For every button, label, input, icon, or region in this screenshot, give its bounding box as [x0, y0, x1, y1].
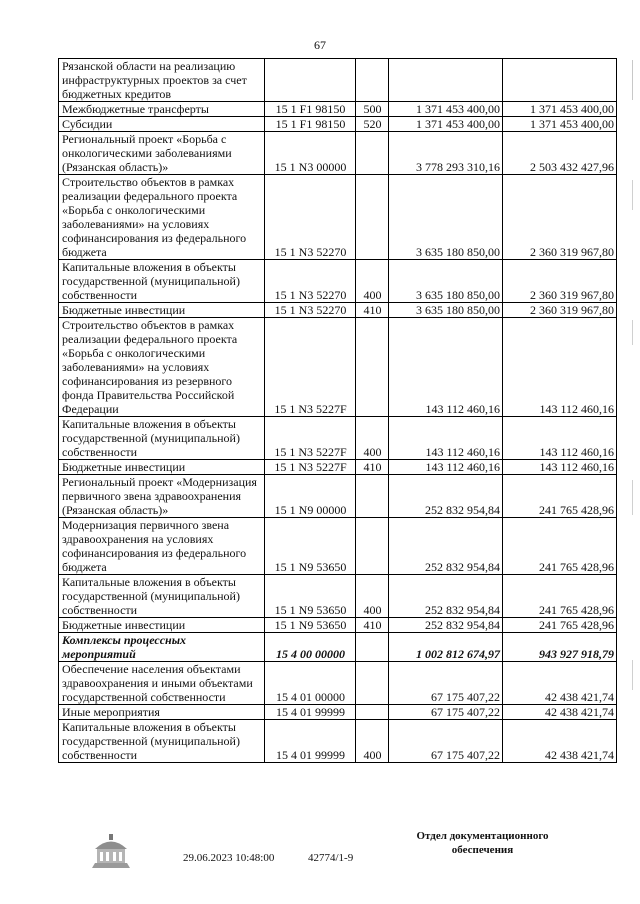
row-expense-kind: 400	[356, 260, 389, 303]
row-name: Региональный проект «Борьба с онкологическими заболеваниями (Рязанская область)»	[59, 132, 265, 175]
row-name: Бюджетные инвестиции	[59, 303, 265, 318]
row-name: Строительство объектов в рамках реализации федерального проекта «Борьба с онкологическими заболеваниями» на условиях софинансирования из резервного фонда Правительства Российской Федерации	[59, 318, 265, 417]
row-amount-2023: 252 832 954,84	[389, 518, 503, 575]
table-row	[59, 132, 617, 175]
row-name: Обеспечение населения объектами здравоохранения и иными объектами государственной собственности	[59, 662, 265, 705]
row-code: 15 4 01 99999	[265, 720, 356, 763]
table-row	[59, 633, 617, 662]
row-amount-2023: 3 635 180 850,00	[389, 303, 503, 318]
row-amount-2024: 42 438 421,74	[503, 720, 617, 763]
row-code: 15 1 N3 5227F	[265, 460, 356, 475]
row-name: Региональный проект «Модернизация первичного звена здравоохранения (Рязанская область)»	[59, 475, 265, 518]
row-name: Комплексы процессных мероприятий	[59, 633, 265, 662]
row-amount-2023: 252 832 954,84	[389, 618, 503, 633]
stamp-line-1: Отдел документационного	[416, 830, 549, 842]
table-row	[59, 303, 617, 318]
table-row	[59, 662, 617, 705]
footer-date: 29.06.2023 10:48:00	[183, 852, 275, 864]
row-expense-kind: 500	[356, 102, 389, 117]
row-code: 15 1 N3 5227F	[265, 417, 356, 460]
row-expense-kind: 520	[356, 117, 389, 132]
row-amount-2023: 1 002 812 674,97	[389, 633, 503, 662]
row-code: 15 1 N3 52270	[265, 303, 356, 318]
row-code: 15 1 N9 53650	[265, 618, 356, 633]
row-expense-kind	[356, 59, 389, 102]
row-expense-kind: 410	[356, 303, 389, 318]
row-amount-2023: 3 635 180 850,00	[389, 175, 503, 260]
row-name: Модернизация первичного звена здравоохранения на условиях софинансирования из федерального бюджета	[59, 518, 265, 575]
table-row	[59, 460, 617, 475]
table-row	[59, 618, 617, 633]
row-expense-kind	[356, 175, 389, 260]
table-row	[59, 117, 617, 132]
table-row	[59, 720, 617, 763]
row-expense-kind	[356, 518, 389, 575]
row-amount-2024: 42 438 421,74	[503, 705, 617, 720]
row-name: Межбюджетные трансферты	[59, 102, 265, 117]
row-amount-2024: 143 112 460,16	[503, 417, 617, 460]
row-amount-2023: 3 635 180 850,00	[389, 260, 503, 303]
table-row	[59, 575, 617, 618]
row-code: 15 4 00 00000	[265, 633, 356, 662]
row-amount-2023: 67 175 407,22	[389, 662, 503, 705]
row-amount-2024: 42 438 421,74	[503, 662, 617, 705]
table-row	[59, 260, 617, 303]
row-code: 15 1 N9 53650	[265, 518, 356, 575]
row-code: 15 1 N9 53650	[265, 575, 356, 618]
row-amount-2023: 67 175 407,22	[389, 720, 503, 763]
row-amount-2024: 241 765 428,96	[503, 518, 617, 575]
row-expense-kind	[356, 132, 389, 175]
row-amount-2023: 143 112 460,16	[389, 460, 503, 475]
row-amount-2024: 1 371 453 400,00	[503, 102, 617, 117]
row-amount-2024: 2 360 319 967,80	[503, 303, 617, 318]
row-expense-kind	[356, 633, 389, 662]
row-amount-2023: 143 112 460,16	[389, 318, 503, 417]
row-amount-2023: 1 371 453 400,00	[389, 102, 503, 117]
table-row	[59, 102, 617, 117]
row-code: 15 1 N3 5227F	[265, 318, 356, 417]
row-expense-kind	[356, 318, 389, 417]
row-code: 15 1 F1 98150	[265, 102, 356, 117]
row-amount-2024: 943 927 918,79	[503, 633, 617, 662]
row-amount-2023: 1 371 453 400,00	[389, 117, 503, 132]
row-code: 15 1 N3 00000	[265, 132, 356, 175]
row-code: 15 1 N9 00000	[265, 475, 356, 518]
row-expense-kind	[356, 475, 389, 518]
row-amount-2024: 241 765 428,96	[503, 618, 617, 633]
row-name: Капитальные вложения в объекты государственной (муниципальной) собственности	[59, 260, 265, 303]
footer-registration-number: 42774/1-9	[308, 852, 354, 864]
row-expense-kind: 400	[356, 417, 389, 460]
table-row	[59, 318, 617, 417]
row-name: Капитальные вложения в объекты государственной (муниципальной) собственности	[59, 417, 265, 460]
row-amount-2024: 1 371 453 400,00	[503, 117, 617, 132]
row-amount-2023: 67 175 407,22	[389, 705, 503, 720]
row-name: Капитальные вложения в объекты государственной (муниципальной) собственности	[59, 720, 265, 763]
budget-table-body	[59, 59, 617, 763]
department-stamp	[400, 829, 565, 857]
table-row	[59, 59, 617, 102]
row-code: 15 4 01 00000	[265, 662, 356, 705]
stamp-line-2: обеспечения	[451, 844, 514, 856]
row-amount-2024: 2 503 432 427,96	[503, 132, 617, 175]
row-amount-2024: 2 360 319 967,80	[503, 175, 617, 260]
row-amount-2023: 3 778 293 310,16	[389, 132, 503, 175]
row-expense-kind: 410	[356, 460, 389, 475]
row-expense-kind: 410	[356, 618, 389, 633]
row-amount-2023: 252 832 954,84	[389, 475, 503, 518]
table-row	[59, 475, 617, 518]
scan-edge-marks	[630, 60, 636, 840]
coat-of-arms-icon	[88, 832, 134, 872]
row-name: Иные мероприятия	[59, 705, 265, 720]
row-amount-2024: 143 112 460,16	[503, 318, 617, 417]
row-amount-2023: 143 112 460,16	[389, 417, 503, 460]
table-row	[59, 518, 617, 575]
row-expense-kind: 400	[356, 720, 389, 763]
row-expense-kind: 400	[356, 575, 389, 618]
row-amount-2024: 143 112 460,16	[503, 460, 617, 475]
row-name: Субсидии	[59, 117, 265, 132]
table-row	[59, 705, 617, 720]
row-amount-2023	[389, 59, 503, 102]
row-code: 15 4 01 99999	[265, 705, 356, 720]
row-amount-2023: 252 832 954,84	[389, 575, 503, 618]
row-code	[265, 59, 356, 102]
row-name: Бюджетные инвестиции	[59, 618, 265, 633]
row-expense-kind	[356, 662, 389, 705]
row-amount-2024	[503, 59, 617, 102]
row-code: 15 1 N3 52270	[265, 260, 356, 303]
row-expense-kind	[356, 705, 389, 720]
row-code: 15 1 F1 98150	[265, 117, 356, 132]
row-name: Бюджетные инвестиции	[59, 460, 265, 475]
table-row	[59, 175, 617, 260]
row-name: Строительство объектов в рамках реализации федерального проекта «Борьба с онкологическими заболеваниями» на условиях софинансирования из федерального бюджета	[59, 175, 265, 260]
row-name: Капитальные вложения в объекты государственной (муниципальной) собственности	[59, 575, 265, 618]
row-amount-2024: 2 360 319 967,80	[503, 260, 617, 303]
budget-table	[58, 58, 617, 763]
page-number: 67	[314, 38, 326, 52]
row-amount-2024: 241 765 428,96	[503, 575, 617, 618]
row-amount-2024: 241 765 428,96	[503, 475, 617, 518]
table-row	[59, 417, 617, 460]
row-name: Рязанской области на реализацию инфраструктурных проектов за счет бюджетных кредитов	[59, 59, 265, 102]
row-code: 15 1 N3 52270	[265, 175, 356, 260]
